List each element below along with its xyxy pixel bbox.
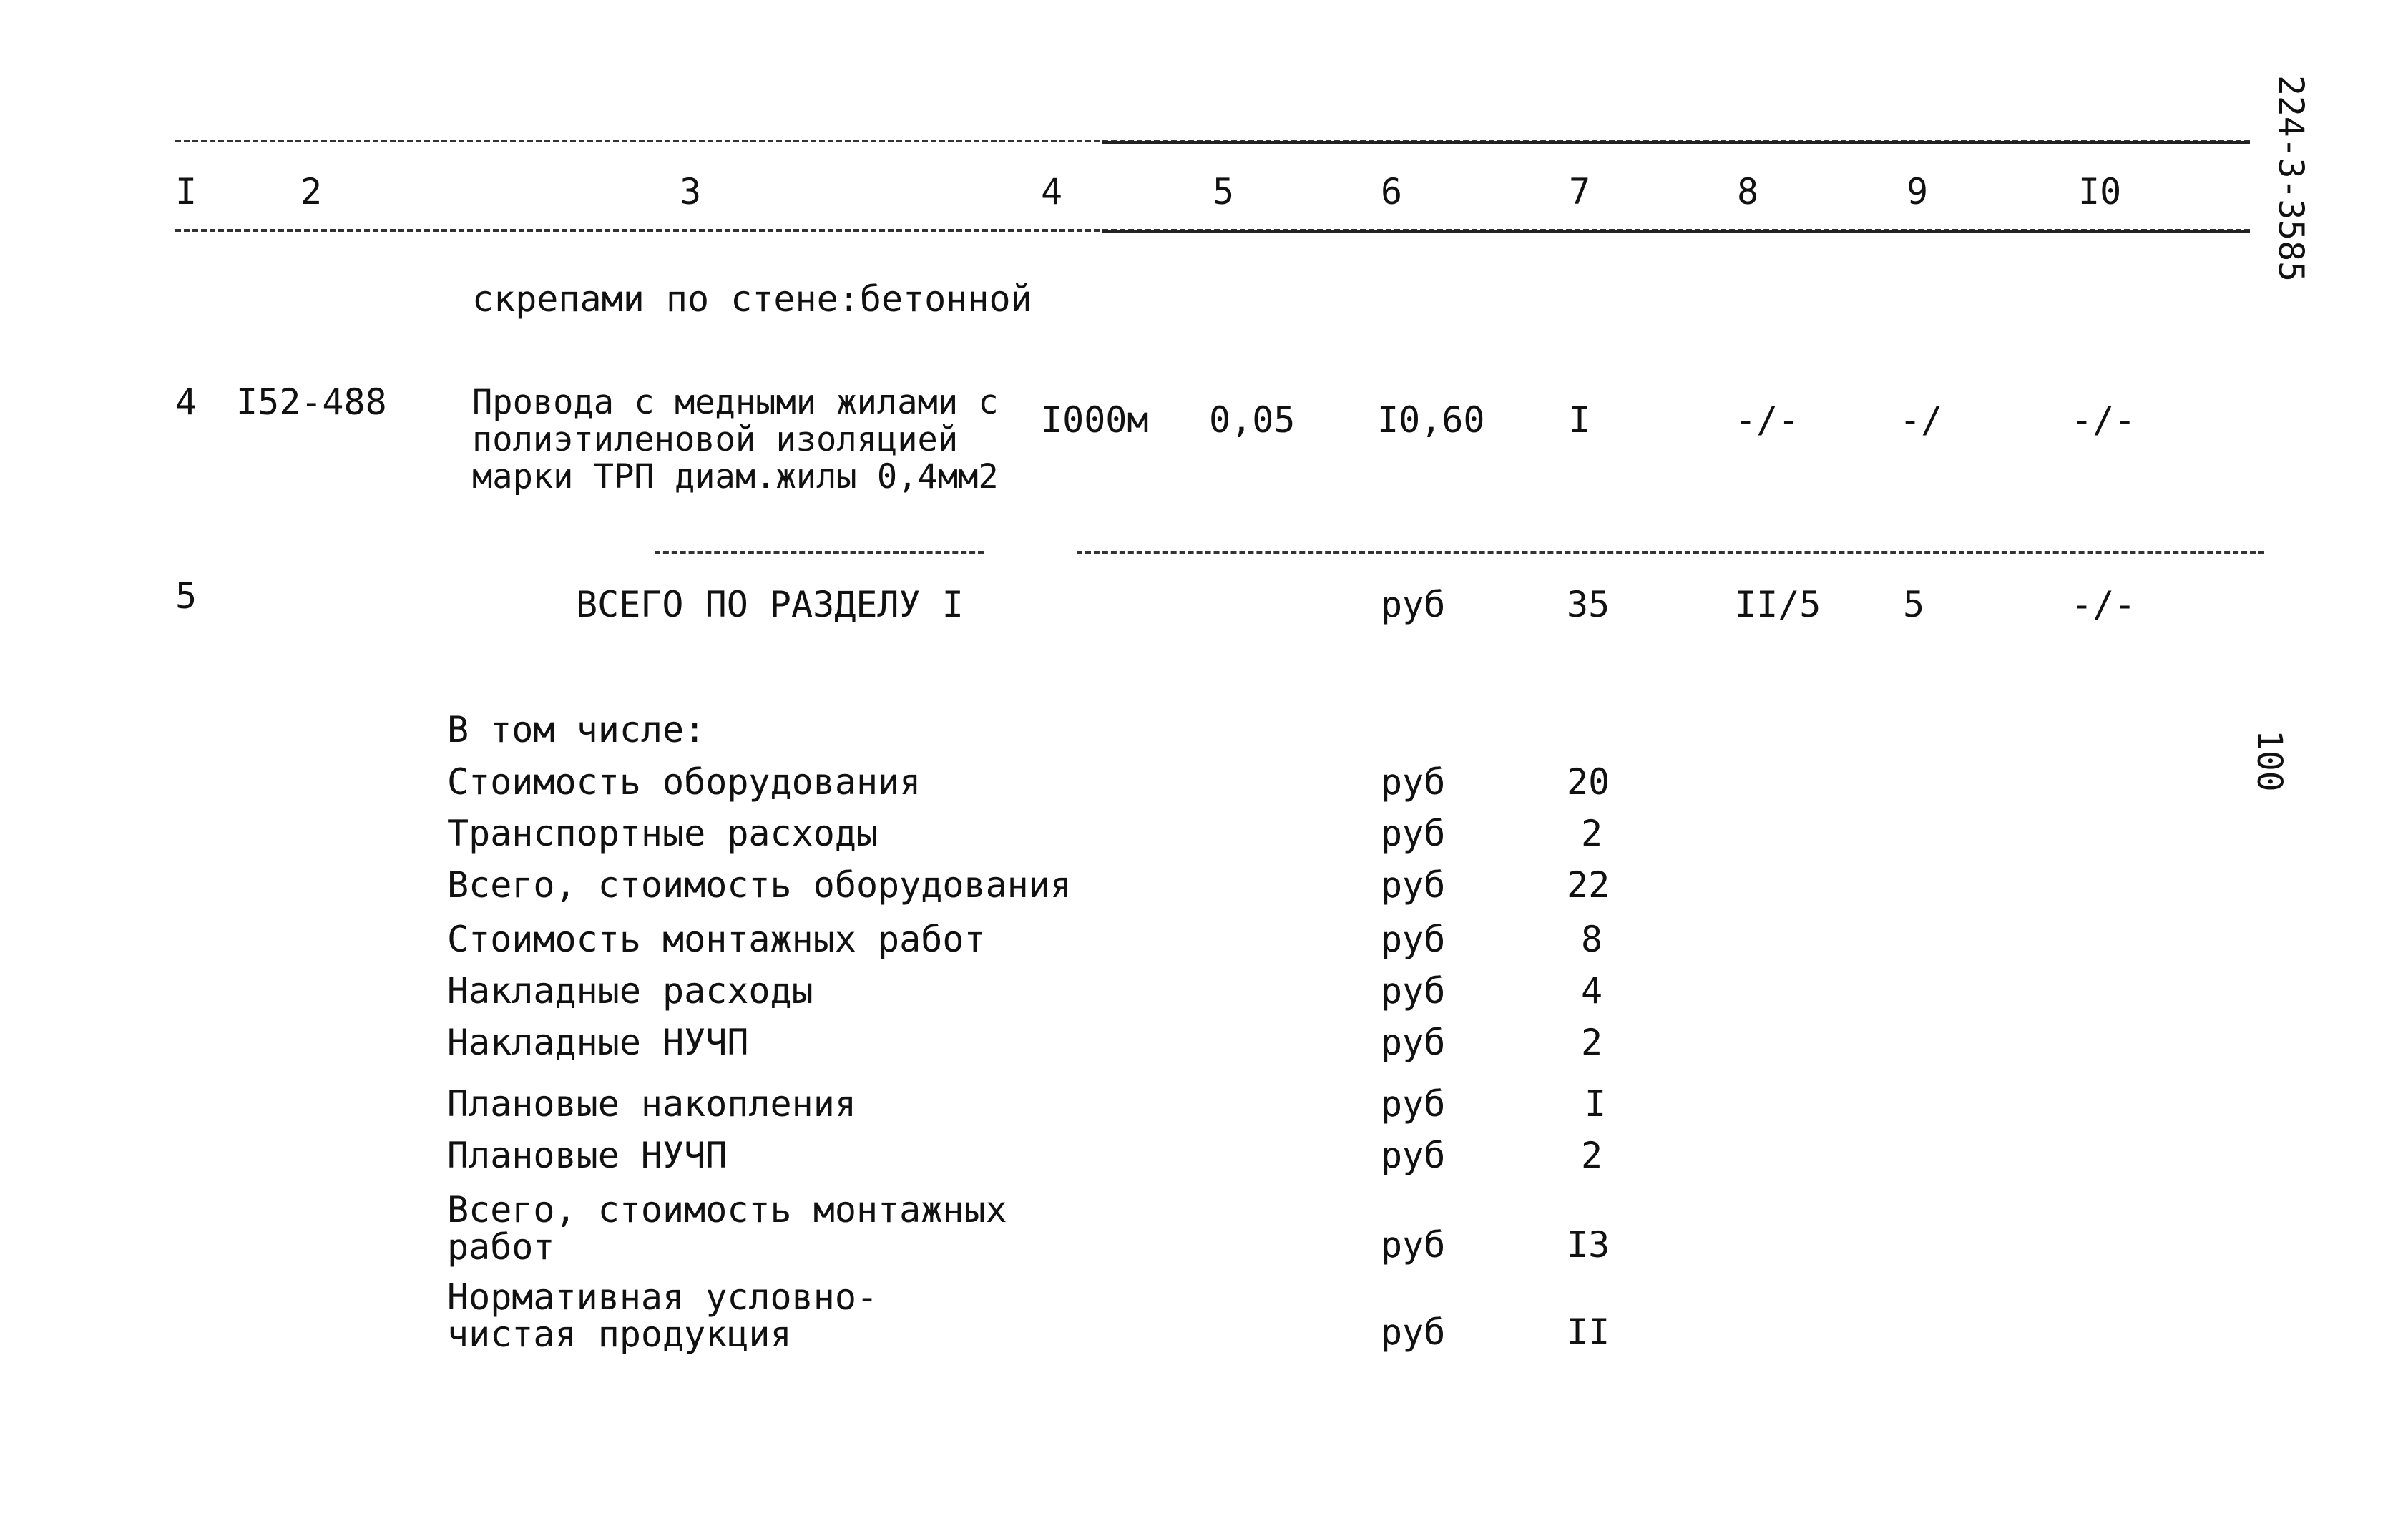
col-header-10: I0 xyxy=(2078,171,2122,212)
document-code: 224-3-3585 xyxy=(2271,75,2311,282)
row4-code: I52-488 xyxy=(236,381,387,423)
row4-price: I0,60 xyxy=(1377,399,1485,441)
breakdown-value: 4 xyxy=(1581,970,1603,1012)
row4-quantity: 0,05 xyxy=(1209,399,1296,441)
breakdown-label: Плановые накопления xyxy=(447,1083,856,1125)
breakdown-unit: руб xyxy=(1381,1311,1446,1353)
breakdown-unit: руб xyxy=(1381,1083,1446,1125)
row4-col10: -/- xyxy=(2071,399,2136,441)
breakdown-unit: руб xyxy=(1381,813,1446,854)
breakdown-value: II xyxy=(1567,1311,1610,1353)
row5-total: 35 xyxy=(1567,584,1610,625)
col-header-1: I xyxy=(175,171,197,212)
row4-description: Провода с медными жилами с полиэтиленовой изоляцией марки ТРП диам.жилы 0,4мм2 xyxy=(472,383,999,497)
breakdown-label: Накладные расходы xyxy=(447,970,813,1012)
breakdown-label: Стоимость оборудования xyxy=(447,761,921,803)
breakdown-value: 2 xyxy=(1581,1135,1603,1176)
section-separator xyxy=(655,551,984,554)
col-header-5: 5 xyxy=(1213,171,1235,212)
row4-col8: -/- xyxy=(1735,399,1800,441)
breakdown-label: Всего, стоимость монтажных работ xyxy=(447,1189,1007,1268)
row4-col7: I xyxy=(1569,399,1591,441)
row4-unit: I000м xyxy=(1041,399,1149,441)
breakdown-unit: руб xyxy=(1381,919,1446,960)
breakdown-unit: руб xyxy=(1381,761,1446,803)
breakdown-label: Транспортные расходы xyxy=(447,813,878,854)
col-header-4: 4 xyxy=(1041,171,1063,212)
breakdown-value: 2 xyxy=(1581,813,1603,854)
breakdown-unit: руб xyxy=(1381,1135,1446,1176)
breakdown-label: Плановые НУЧП xyxy=(447,1135,728,1176)
col-header-9: 9 xyxy=(1907,171,1929,212)
col-header-2: 2 xyxy=(300,171,323,212)
row5-number: 5 xyxy=(175,575,197,617)
breakdown-value: 22 xyxy=(1567,864,1610,906)
breakdown-value: I3 xyxy=(1567,1224,1610,1266)
row4-col9: -/ xyxy=(1899,399,1943,441)
row5-col8: II/5 xyxy=(1735,584,1821,625)
row5-col10: -/- xyxy=(2071,584,2136,625)
breakdown-heading: В том числе: xyxy=(447,709,706,750)
breakdown-value: 2 xyxy=(1581,1022,1603,1063)
breakdown-unit: руб xyxy=(1381,1022,1446,1063)
breakdown-unit: руб xyxy=(1381,864,1446,906)
breakdown-value: 20 xyxy=(1567,761,1610,803)
row4-number: 4 xyxy=(175,381,197,423)
breakdown-unit: руб xyxy=(1381,1224,1446,1266)
breakdown-label: Стоимость монтажных работ xyxy=(447,919,986,960)
breakdown-label: Нормативная условно- чистая продукция xyxy=(447,1276,878,1355)
section-separator-right xyxy=(1077,551,2264,554)
col-header-7: 7 xyxy=(1569,171,1591,212)
breakdown-label: Всего, стоимость оборудования xyxy=(447,864,1072,906)
col-header-8: 8 xyxy=(1737,171,1759,212)
section-total-title: ВСЕГО ПО РАЗДЕЛУ I xyxy=(576,584,964,625)
row5-unit: руб xyxy=(1381,584,1446,625)
col-header-6: 6 xyxy=(1381,171,1403,212)
col-header-3: 3 xyxy=(680,171,702,212)
breakdown-label: Накладные НУЧП xyxy=(447,1022,749,1063)
header-bottom-rule-solid xyxy=(1102,230,2250,233)
continuation-text: скрепами по стене:бетонной xyxy=(472,278,1032,320)
page-number: 100 xyxy=(2249,730,2289,792)
header-top-rule-solid xyxy=(1102,141,2250,144)
breakdown-unit: руб xyxy=(1381,970,1446,1012)
breakdown-value: I xyxy=(1585,1083,1607,1125)
row5-col9: 5 xyxy=(1903,584,1925,625)
breakdown-value: 8 xyxy=(1581,919,1603,960)
